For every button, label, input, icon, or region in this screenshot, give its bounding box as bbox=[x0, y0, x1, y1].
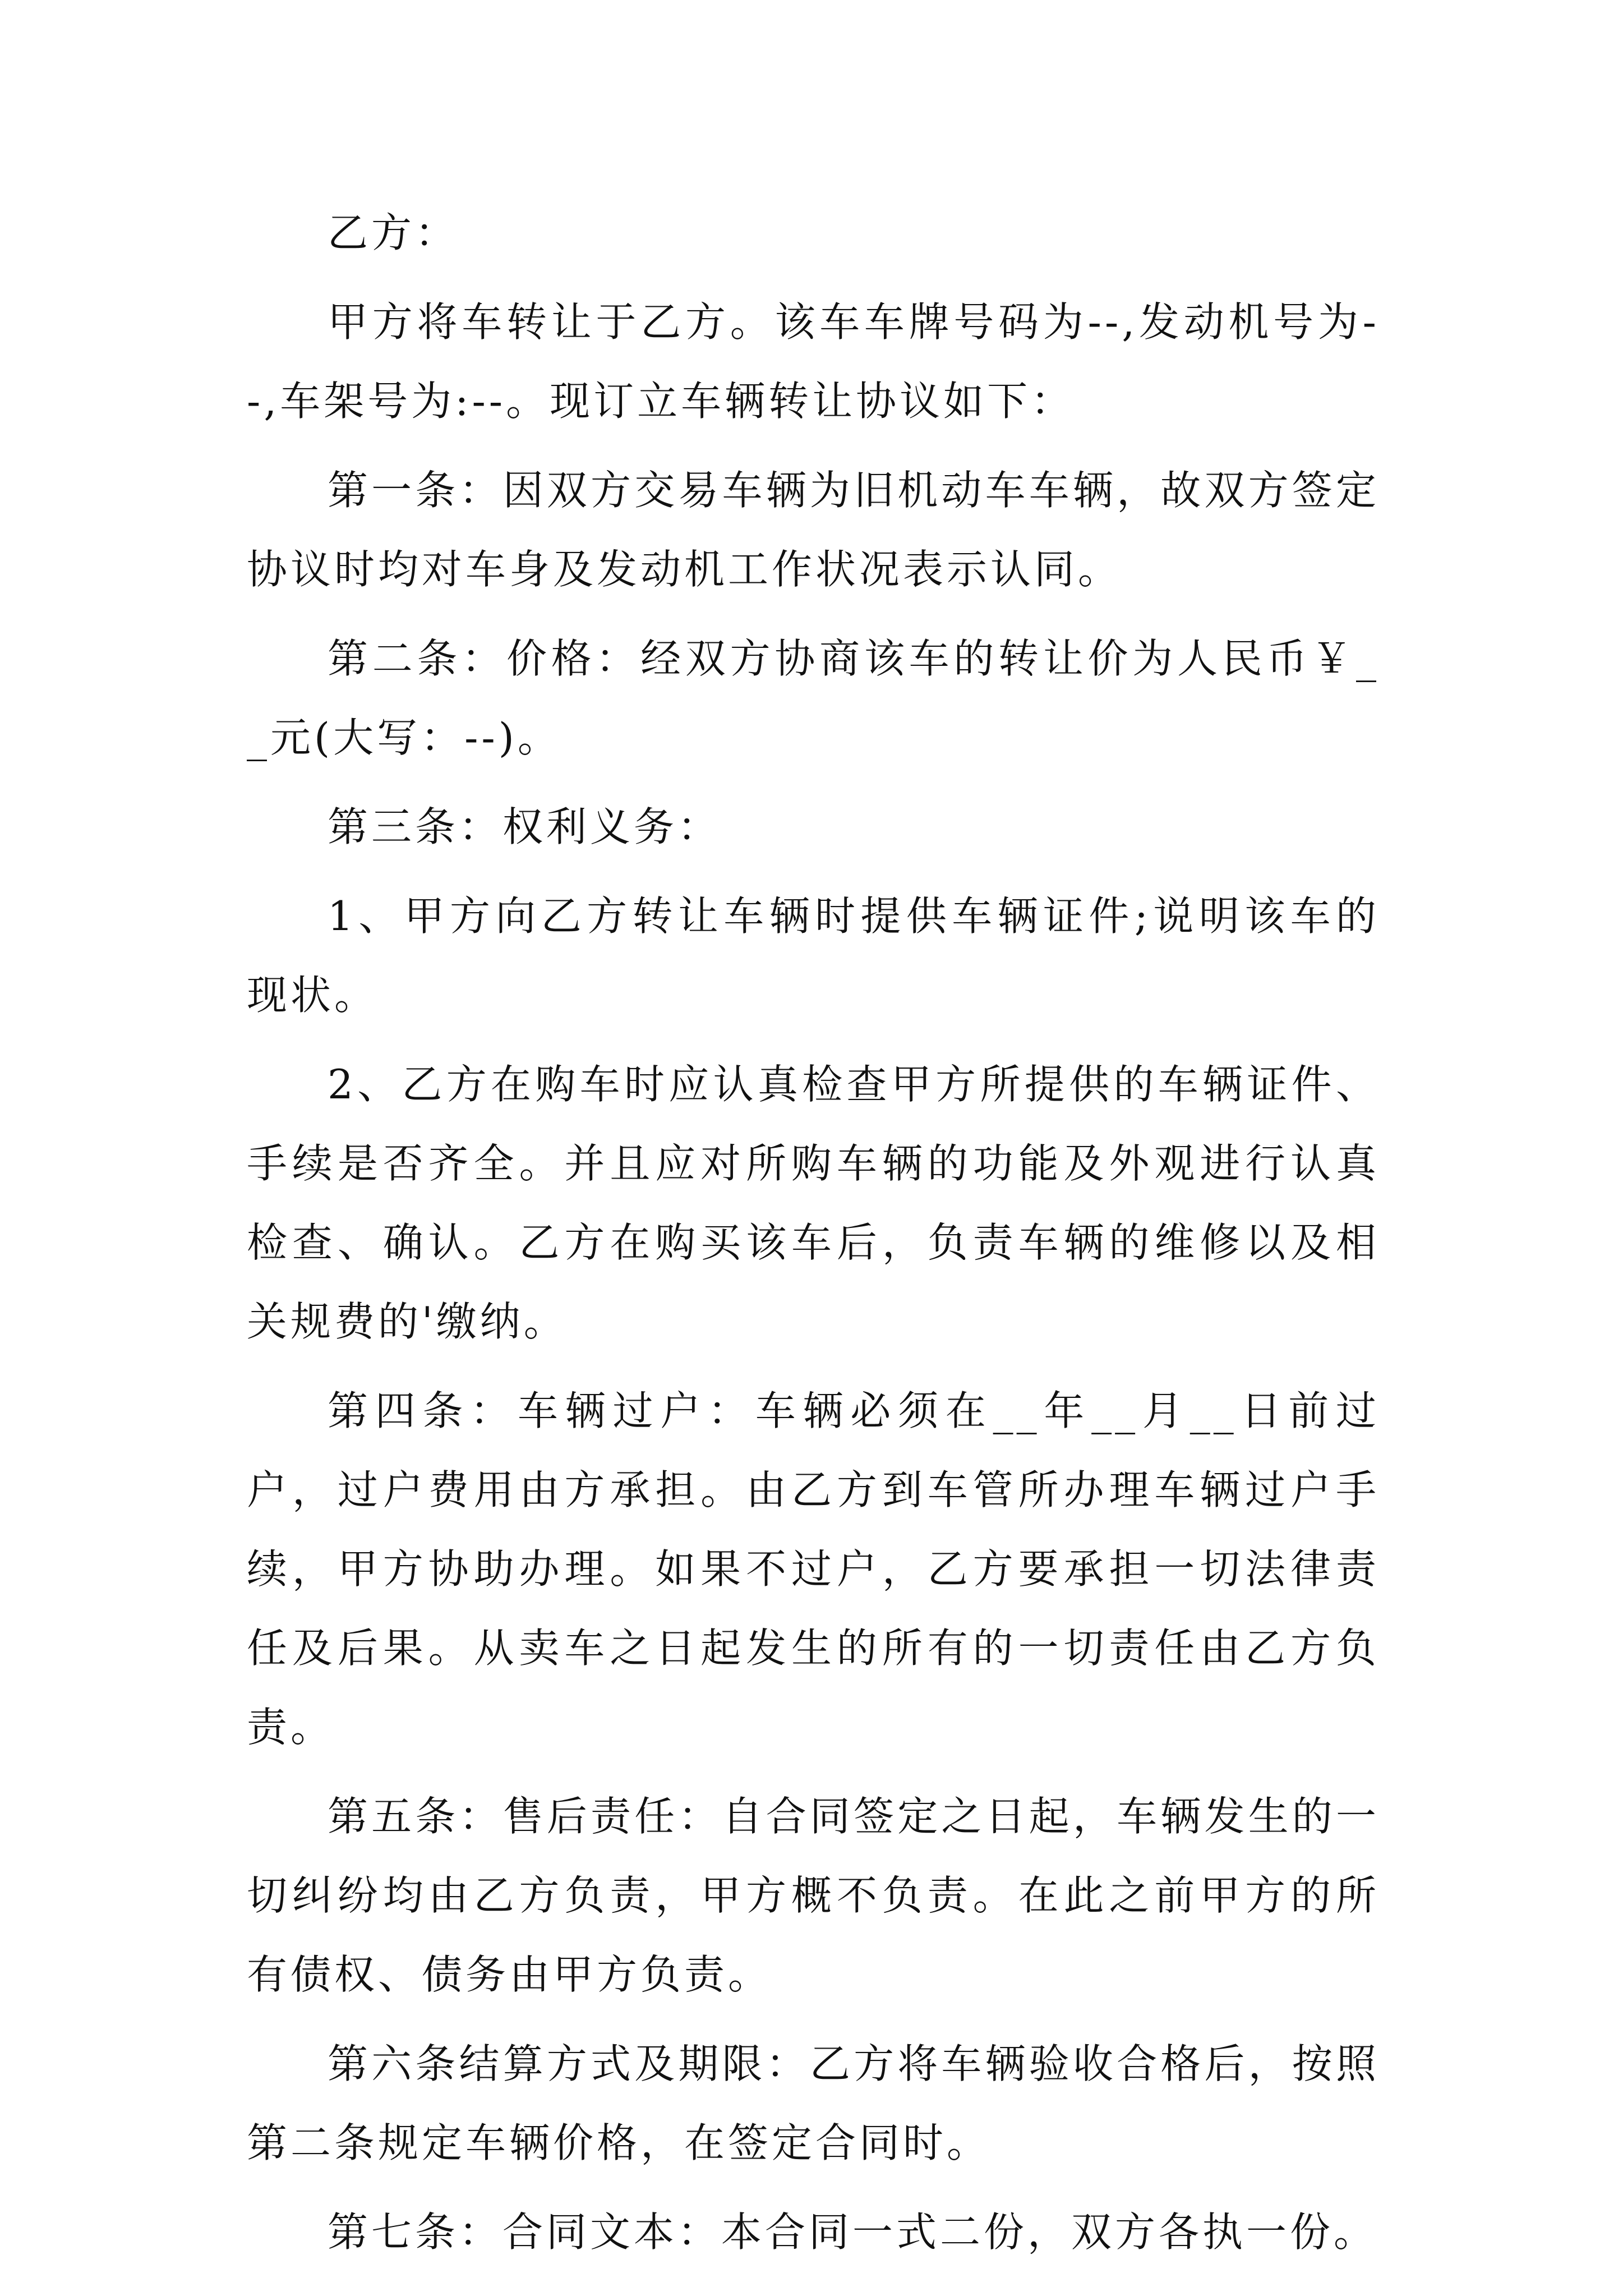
intro-paragraph: 甲方将车转让于乙方。该车车牌号码为--,发动机号为--,车架号为:--。现订立车辆转让协议如下： bbox=[247, 298, 1380, 425]
article-2: 第二条：价格：经双方协商该车的转让价为人民币￥__元(大写：--)。 bbox=[247, 635, 1380, 761]
article-3-item-1: 1、甲方向乙方转让车辆时提供车辆证件;说明该车的现状。 bbox=[247, 892, 1380, 1019]
party-b-line: 乙方： bbox=[328, 209, 459, 256]
article-3-item-2: 2、乙方在购车时应认真检查甲方所提供的车辆证件、手续是否齐全。并且应对所购车辆的功能及外观进行认真检查、确认。乙方在购买该车后，负责车辆的维修以及相关规费的'缴纳。 bbox=[247, 1061, 1380, 1345]
document-body bbox=[247, 194, 1380, 2282]
article-5: 第五条：售后责任：自合同签定之日起，车辆发生的一切纠纷均由乙方负责，甲方概不负责。在此之前甲方的所有债权、债务由甲方负责。 bbox=[247, 1793, 1380, 1998]
article-4: 第四条：车辆过户：车辆必须在__年__月__日前过户，过户费用由方承担。由乙方到车管所办理车辆过户手续，甲方协助办理。如果不过户，乙方要承担一切法律责任及后果。从卖车之日起发生的所有的一切责任由乙方负责。 bbox=[247, 1387, 1380, 1751]
article-3-heading: 第三条：权利义务： bbox=[328, 803, 722, 850]
article-7: 第七条：合同文本：本合同一式二份，双方各执一份。 bbox=[328, 2208, 1378, 2256]
article-1: 第一条：因双方交易车辆为旧机动车车辆，故双方签定协议时均对车身及发动机工作状况表示认同。 bbox=[247, 467, 1380, 593]
article-6: 第六条结算方式及期限：乙方将车辆验收合格后，按照第二条规定车辆价格，在签定合同时。 bbox=[247, 2040, 1380, 2166]
